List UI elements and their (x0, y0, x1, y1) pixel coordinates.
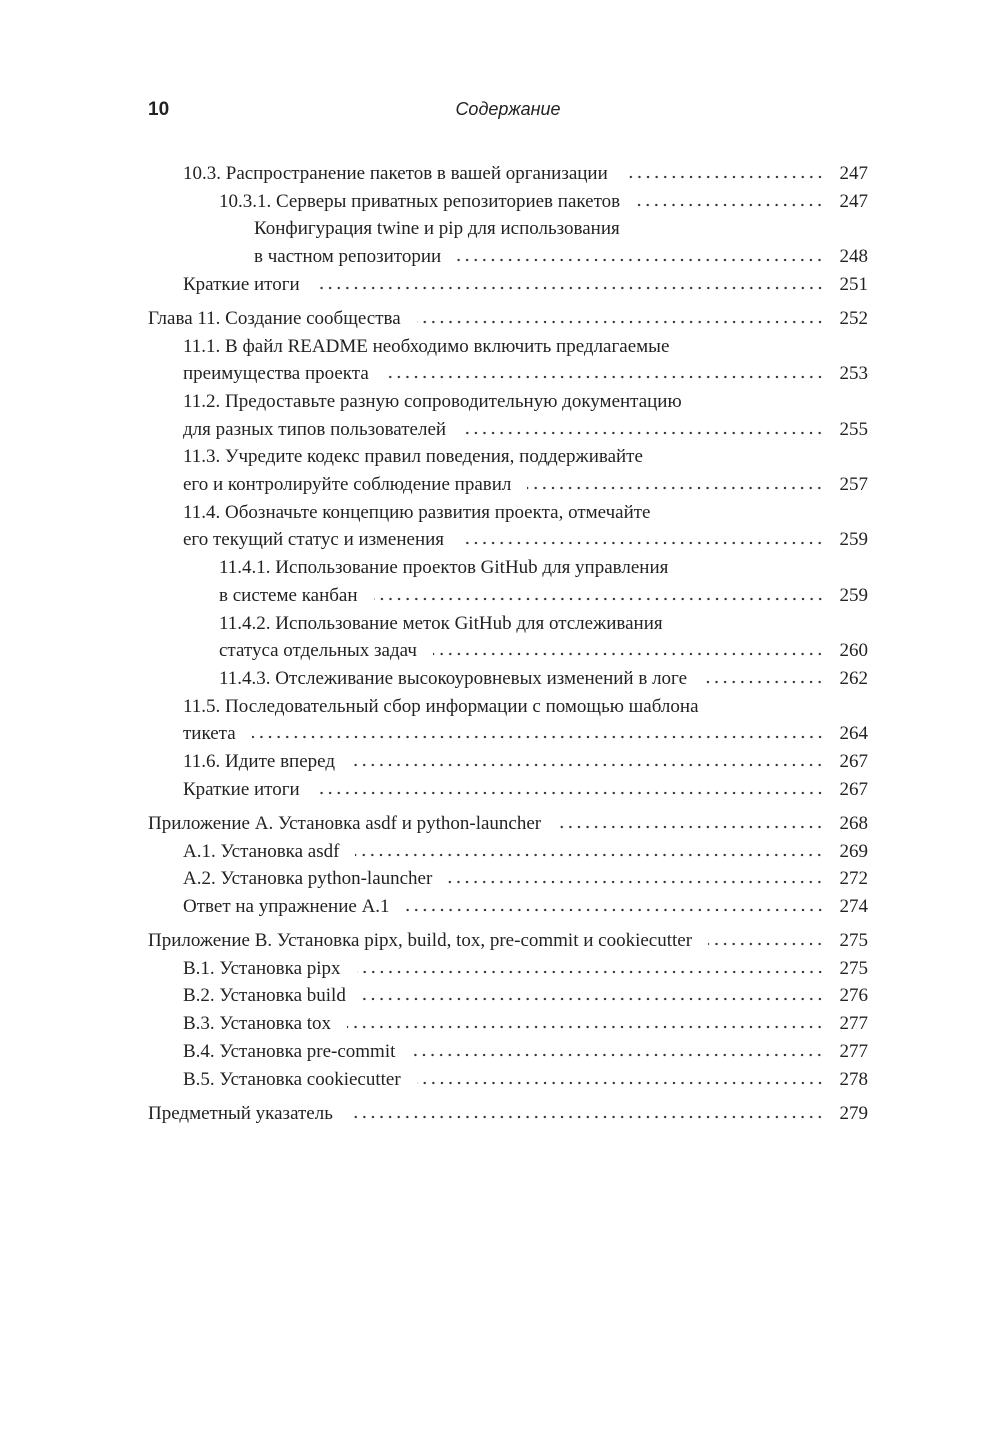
toc-entry-title: Ответ на упражнение А.1 (183, 895, 390, 917)
toc-page-number: 267 (839, 778, 868, 800)
toc-entry-title: Конфигурация twine и pip для использования (254, 218, 620, 240)
dot-leader (362, 997, 824, 1001)
toc-entry-line[interactable] (148, 188, 868, 216)
toc-entry-title: 10.3.1. Серверы приватных репозиториев пакетов (219, 190, 621, 212)
toc-page-number: 277 (839, 1013, 868, 1035)
toc-page-number: 253 (839, 363, 868, 385)
toc-entry-line[interactable] (148, 333, 868, 361)
toc-page-number: 272 (839, 868, 868, 890)
toc-group (148, 160, 868, 298)
toc-entry-line[interactable] (148, 388, 868, 416)
dot-leader (316, 286, 824, 290)
toc-entry-line[interactable] (148, 720, 868, 748)
toc-entry-title: 11.2. Предоставьте разную сопроводительную документацию (183, 391, 682, 412)
toc-page-number: 259 (839, 529, 868, 551)
toc-entry-title: B.2. Установка build (183, 985, 346, 1007)
dot-leader (457, 258, 824, 262)
toc-entry-title: Краткие итоги (183, 778, 300, 800)
toc-page-number: 276 (839, 985, 868, 1007)
toc-entry-line[interactable] (148, 1100, 868, 1128)
toc-entry-title: для разных типов пользователей (183, 418, 447, 440)
dot-leader (462, 431, 824, 435)
toc-entry-line[interactable] (148, 776, 868, 804)
toc-entry-line[interactable] (148, 360, 868, 388)
toc-entry-line[interactable] (148, 838, 868, 866)
toc-entry-title: Приложение B. Установка pipx, build, tox, pre-commit и cookiecutter (148, 930, 693, 952)
toc-entry-line[interactable] (148, 637, 868, 665)
toc-entry-title: Предметный указатель (148, 1102, 333, 1124)
toc-entry-line[interactable] (148, 271, 868, 299)
dot-leader (357, 970, 824, 974)
toc-entry-title: B.1. Установка pipx (183, 957, 341, 979)
dot-leader (385, 375, 824, 379)
toc-page-number: 248 (839, 246, 868, 268)
toc-entry-line[interactable] (148, 243, 868, 271)
toc-page-number: 251 (839, 273, 868, 295)
toc-entry-title: А.2. Установка python-launcher (183, 868, 433, 890)
toc-page-number: 274 (839, 895, 868, 917)
toc-page-number: 278 (839, 1068, 868, 1090)
toc-entry-line[interactable] (148, 893, 868, 921)
toc-entry-line[interactable] (148, 693, 868, 721)
toc-entry-line[interactable] (148, 1010, 868, 1038)
dot-leader (347, 1025, 824, 1029)
toc-entry-title: Краткие итоги (183, 273, 300, 295)
toc-entry-line[interactable] (148, 865, 868, 893)
toc-entry-title: 11.5. Последовательный сбор информации с помощью шаблона (183, 695, 699, 717)
toc-entry-line[interactable] (148, 215, 868, 243)
toc-entry-title: 11.3. Учредите кодекс правил поведения, поддерживайте (183, 446, 643, 468)
toc-entry-line[interactable] (148, 982, 868, 1010)
toc-entry-line[interactable] (148, 160, 868, 188)
toc-entry-line[interactable] (148, 1066, 868, 1094)
toc-entry-title: B.4. Установка pre-commit (183, 1040, 396, 1062)
dot-leader (355, 853, 824, 857)
toc-entry-title: 11.4.1. Использование проектов GitHub для управления (219, 557, 669, 579)
toc-entry-line[interactable] (148, 305, 868, 333)
toc-entry-title: его и контролируйте соблюдение правил (183, 474, 512, 496)
toc-page-number: 252 (839, 307, 868, 329)
toc-entry-line[interactable] (148, 955, 868, 983)
dot-leader (460, 541, 824, 545)
dot-leader (374, 597, 824, 601)
toc-page-number: 275 (839, 957, 868, 979)
toc-page-number: 260 (839, 640, 868, 662)
toc-entry-title: преимущества проекта (183, 363, 369, 385)
dot-leader (527, 486, 824, 490)
toc-entry-title: Приложение А. Установка asdf и python-launcher (148, 812, 542, 834)
dot-leader (703, 680, 824, 684)
toc-entry-line[interactable] (148, 471, 868, 499)
toc-page-number: 247 (839, 163, 868, 184)
toc-entry-title: Глава 11. Создание сообщества (148, 307, 401, 329)
dot-leader (557, 825, 824, 829)
dot-leader (417, 1081, 824, 1085)
toc-entry-line[interactable] (148, 416, 868, 444)
dot-leader (252, 735, 824, 739)
toc-entry-line[interactable] (148, 927, 868, 955)
toc-page-number: 269 (839, 840, 868, 862)
toc-entry-title: тикета (183, 723, 236, 745)
toc-group (148, 1100, 868, 1128)
toc-group (148, 305, 868, 803)
toc-entry-title: 11.4. Обозначьте концепцию развития проекта, отмечайте (183, 501, 651, 523)
toc-entry-line[interactable] (148, 610, 868, 638)
toc-entry-title: в частном репозитории (254, 246, 442, 268)
toc-entry-title: B.5. Установка cookiecutter (183, 1068, 401, 1090)
toc-page-number: 262 (839, 667, 868, 689)
toc-entry-line[interactable] (148, 554, 868, 582)
toc-page-number: 275 (839, 930, 868, 952)
toc-entry-title: 11.1. В файл README необходимо включить предлагаемые (183, 335, 670, 357)
dot-leader (708, 942, 824, 946)
dot-leader (433, 652, 824, 656)
dot-leader (316, 791, 824, 795)
toc-entry-line[interactable] (148, 1038, 868, 1066)
toc-entry-line[interactable] (148, 810, 868, 838)
running-title: Содержание (455, 99, 561, 119)
toc-entry-line[interactable] (148, 526, 868, 554)
toc-entry-title: 11.4.3. Отслеживание высокоуровневых изменений в логе (219, 667, 688, 689)
dot-leader (411, 1053, 824, 1057)
dot-leader (636, 203, 824, 207)
page-number: 10 (148, 99, 170, 120)
dot-leader (417, 320, 824, 324)
toc-entry-line[interactable] (148, 582, 868, 610)
table-of-contents (148, 160, 868, 1134)
toc-entry-line[interactable] (148, 665, 868, 693)
dot-leader (624, 175, 824, 179)
dot-leader (448, 880, 824, 884)
toc-group (148, 927, 868, 1093)
toc-entry-line[interactable] (148, 443, 868, 471)
dot-leader (406, 908, 824, 912)
toc-page-number: 255 (839, 418, 868, 440)
toc-page-number: 257 (839, 474, 868, 496)
dot-leader (349, 1115, 824, 1119)
toc-entry-line[interactable] (148, 748, 868, 776)
toc-page-number: 267 (839, 750, 868, 772)
toc-page-number: 268 (839, 812, 868, 834)
toc-page-number: 279 (839, 1102, 868, 1124)
dot-leader (351, 763, 824, 767)
toc-entry-title: в системе канбан (219, 584, 358, 606)
toc-entry-title: B.3. Установка tox (183, 1013, 332, 1035)
toc-entry-title: 11.4.2. Использование меток GitHub для отслеживания (219, 612, 663, 634)
toc-page-number: 247 (839, 190, 868, 212)
toc-entry-title: его текущий статус и изменения (183, 529, 445, 551)
toc-entry-title: статуса отдельных задач (219, 640, 417, 662)
toc-entry-title: А.1. Установка asdf (183, 840, 340, 862)
toc-entry-title: 10.3. Распространение пакетов в вашей организации (183, 163, 608, 184)
toc-page-number: 264 (839, 723, 868, 745)
toc-entry-title: 11.6. Идите вперед (183, 750, 336, 772)
toc-group (148, 810, 868, 921)
toc-entry-line[interactable] (148, 499, 868, 527)
toc-page-number: 259 (839, 584, 868, 606)
toc-page-number: 277 (839, 1040, 868, 1062)
